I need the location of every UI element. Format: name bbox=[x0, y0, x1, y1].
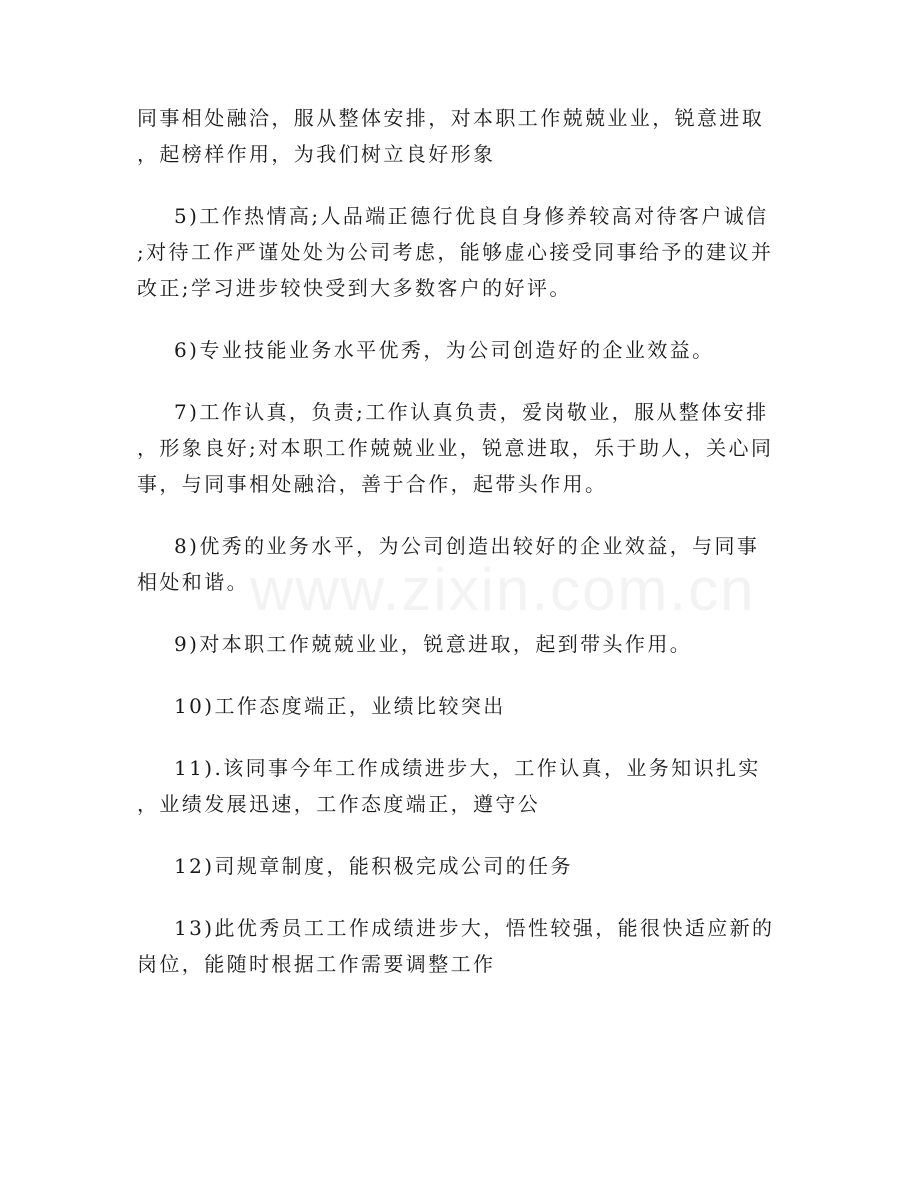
paragraph-line: 8)优秀的业务水平，为公司创造出较好的企业效益，与同事 bbox=[174, 534, 760, 558]
paragraph-line: 12)司规章制度，能积极完成公司的任务 bbox=[174, 854, 573, 878]
paragraph bbox=[137, 848, 787, 884]
watermark: www.zixin.com.cn bbox=[250, 556, 756, 623]
paragraph-line: 岗位，能随时根据工作需要调整工作 bbox=[137, 952, 496, 976]
paragraph-line: ，起榜样作用，为我们树立良好形象 bbox=[137, 142, 496, 166]
paragraph-line: 9)对本职工作兢兢业业，锐意进取，起到带头作用。 bbox=[174, 632, 693, 656]
paragraph-line: 5)工作热情高;人品端正德行优良自身修养较高对待客户诚信 bbox=[174, 204, 769, 228]
paragraph bbox=[137, 688, 787, 724]
paragraph bbox=[137, 394, 787, 502]
paragraph-line: 10)工作态度端正，业绩比较突出 bbox=[174, 694, 506, 718]
paragraph-line: 11).该同事今年工作成绩进步大，工作认真，业务知识扎实 bbox=[174, 756, 761, 780]
document-body bbox=[137, 100, 787, 1008]
paragraph-line: ，业绩发展迅速，工作态度端正，遵守公 bbox=[137, 792, 541, 816]
paragraph bbox=[137, 626, 787, 662]
paragraph-line: 同事相处融洽，服从整体安排，对本职工作兢兢业业，锐意进取 bbox=[137, 106, 765, 130]
paragraph bbox=[137, 528, 787, 600]
paragraph-line: 相处和谐。 bbox=[137, 570, 249, 594]
paragraph-line: ，形象良好;对本职工作兢兢业业，锐意进取，乐于助人，关心同 bbox=[137, 436, 774, 460]
paragraph bbox=[137, 750, 787, 822]
paragraph-line: 7)工作认真，负责;工作认真负责，爱岗敬业，服从整体安排 bbox=[174, 400, 769, 424]
paragraph-line: ;对待工作严谨处处为公司考虑，能够虚心接受同事给予的建议并 bbox=[137, 240, 774, 264]
paragraph bbox=[137, 332, 787, 368]
paragraph bbox=[137, 198, 787, 306]
paragraph-line: 改正;学习进步较快受到大多数客户的好评。 bbox=[137, 276, 572, 300]
paragraph bbox=[137, 910, 787, 982]
paragraph-line: 13)此优秀员工工作成绩进步大，悟性较强，能很快适应新的 bbox=[174, 916, 775, 940]
paragraph-line: 6)专业技能业务水平优秀，为公司创造好的企业效益。 bbox=[174, 338, 715, 362]
paragraph-line: 事，与同事相处融洽，善于合作，起带头作用。 bbox=[137, 472, 608, 496]
paragraph bbox=[137, 100, 787, 172]
